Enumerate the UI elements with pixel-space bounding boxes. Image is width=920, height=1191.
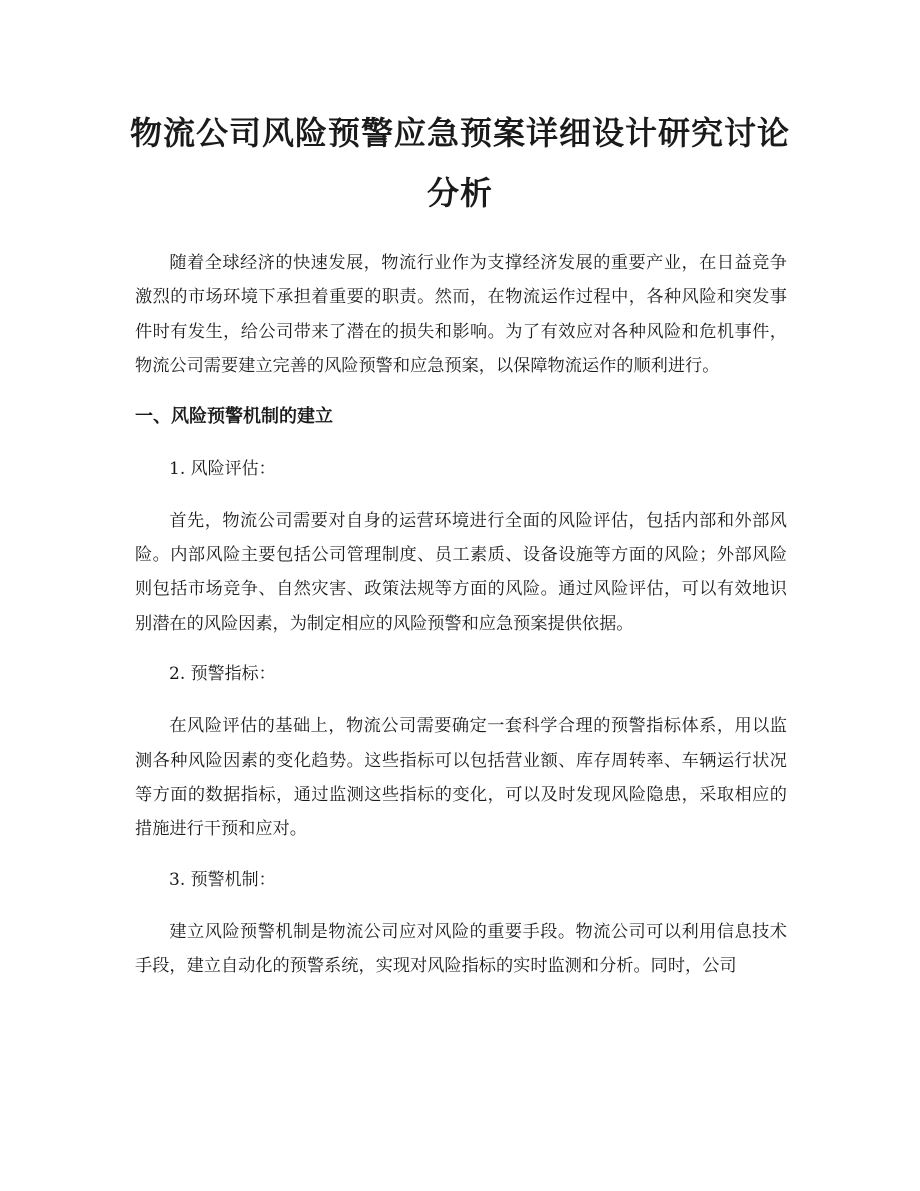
section-heading: 一、风险预警机制的建立 <box>135 405 333 427</box>
intro-paragraph: 随着全球经济的快速发展，物流行业作为支撑经济发展的重要产业，在日益竞争激烈的市场环境下承担着重要的职责。然而，在物流运作过程中，各种风险和突发事件时有发生，给公司带来了潜在的损失和影响。为了有效应对各种风险和危机事件，物流公司需要建立完善的风险预警和应急预案，以保障物流运作的顺利进行。 <box>135 253 787 377</box>
document-title: 物流公司风险预警应急预案详细设计研究讨论分析 <box>130 114 791 212</box>
subheading-warning-mechanism: 3. 预警机制： <box>169 869 276 890</box>
subheading-risk-assessment: 1. 风险评估： <box>169 458 276 479</box>
paragraph-warning-mechanism: 建立风险预警机制是物流公司应对风险的重要手段。物流公司可以利用信息技术手段，建立自动化的预警系统，实现对风险指标的实时监测和分析。同时，公司 <box>135 921 787 977</box>
paragraph-risk-assessment: 首先，物流公司需要对自身的运营环境进行全面的风险评估，包括内部和外部风险。内部风险主要包括公司管理制度、员工素质、设备设施等方面的风险；外部风险则包括市场竞争、自然灾害、政策法规等方面的风险。通过风险评估，可以有效地识别潜在的风险因素，为制定相应的风险预警和应急预案提供依据。 <box>135 510 787 634</box>
paragraph-warning-indicators: 在风险评估的基础上，物流公司需要确定一套科学合理的预警指标体系，用以监测各种风险因素的变化趋势。这些指标可以包括营业额、库存周转率、车辆运行状况等方面的数据指标，通过监测这些指标的变化，可以及时发现风险隐患，采取相应的措施进行干预和应对。 <box>135 716 787 840</box>
subheading-warning-indicators: 2. 预警指标： <box>169 664 276 685</box>
document-body <box>135 246 787 1000</box>
